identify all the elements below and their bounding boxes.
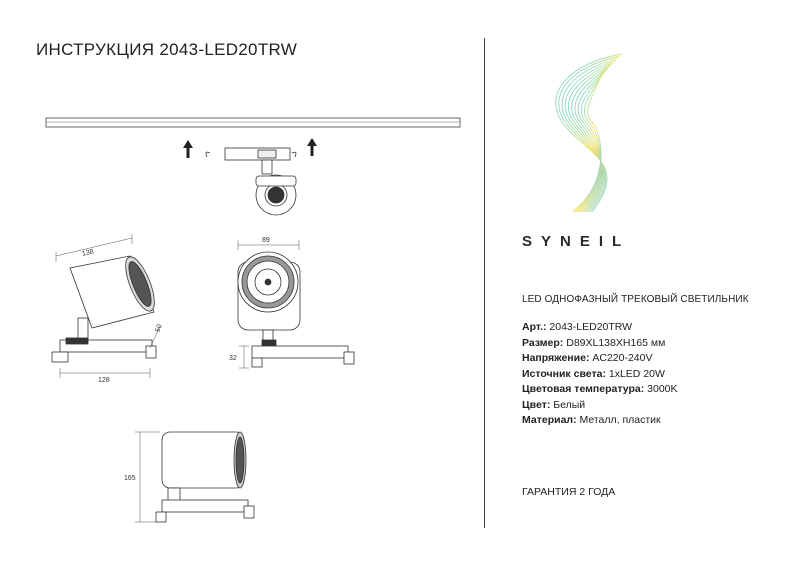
track-rail <box>46 118 460 127</box>
spec-label: Арт.: <box>522 321 547 333</box>
spec-row-color-temp <box>522 382 678 398</box>
specs-list <box>522 320 678 429</box>
spec-value: AC220-240V <box>589 352 653 364</box>
dim-base-label: 128 <box>98 377 110 384</box>
dim-offset-label: 32 <box>229 355 237 362</box>
spec-label: Напряжение: <box>522 352 590 364</box>
spec-row-light-source <box>522 367 678 383</box>
spec-label: Материал: <box>522 414 577 426</box>
spec-value: Металл, пластик <box>576 414 661 426</box>
brand-name: SYNEIL <box>522 233 631 250</box>
install-arrow-right-icon <box>307 138 317 156</box>
vertical-divider <box>484 38 485 528</box>
spec-row-article <box>522 320 678 336</box>
dim-diameter-label: 89 <box>262 237 270 244</box>
adapter-top-view <box>206 148 296 215</box>
product-description: LED ОДНОФАЗНЫЙ ТРЕКОВЫЙ СВЕТИЛЬНИК <box>522 294 749 305</box>
spec-value: D89XL138XH165 мм <box>563 336 666 349</box>
dim-length-label: 138 <box>81 248 95 258</box>
spec-row-color <box>522 398 678 414</box>
spec-row-voltage <box>522 351 678 367</box>
dim-height-label: 165 <box>124 475 136 482</box>
dim-angle-label: 50 <box>154 323 164 334</box>
side-view-angled <box>52 253 160 362</box>
spec-value: 2043-LED20TRW <box>546 321 633 333</box>
dimension-lines-height <box>135 432 160 522</box>
spec-value: Белый <box>550 398 586 411</box>
spec-label: Источник света: <box>522 367 606 380</box>
install-arrow-left-icon <box>183 140 193 158</box>
spec-label: Размер: <box>522 336 564 349</box>
spec-row-size <box>522 336 678 352</box>
front-view <box>238 252 354 367</box>
page-title: ИНСТРУКЦИЯ 2043-LED20TRW <box>36 40 298 59</box>
spec-value: 3000K <box>644 383 678 395</box>
spec-value: 1xLED 20W <box>605 367 665 380</box>
spec-label: Цветовая температура: <box>522 383 645 395</box>
side-view-horizontal <box>156 432 254 522</box>
spec-row-material <box>522 413 678 429</box>
spec-label: Цвет: <box>522 398 551 411</box>
warranty-text: ГАРАНТИЯ 2 ГОДА <box>522 486 616 498</box>
syneil-logo-icon <box>532 52 642 222</box>
